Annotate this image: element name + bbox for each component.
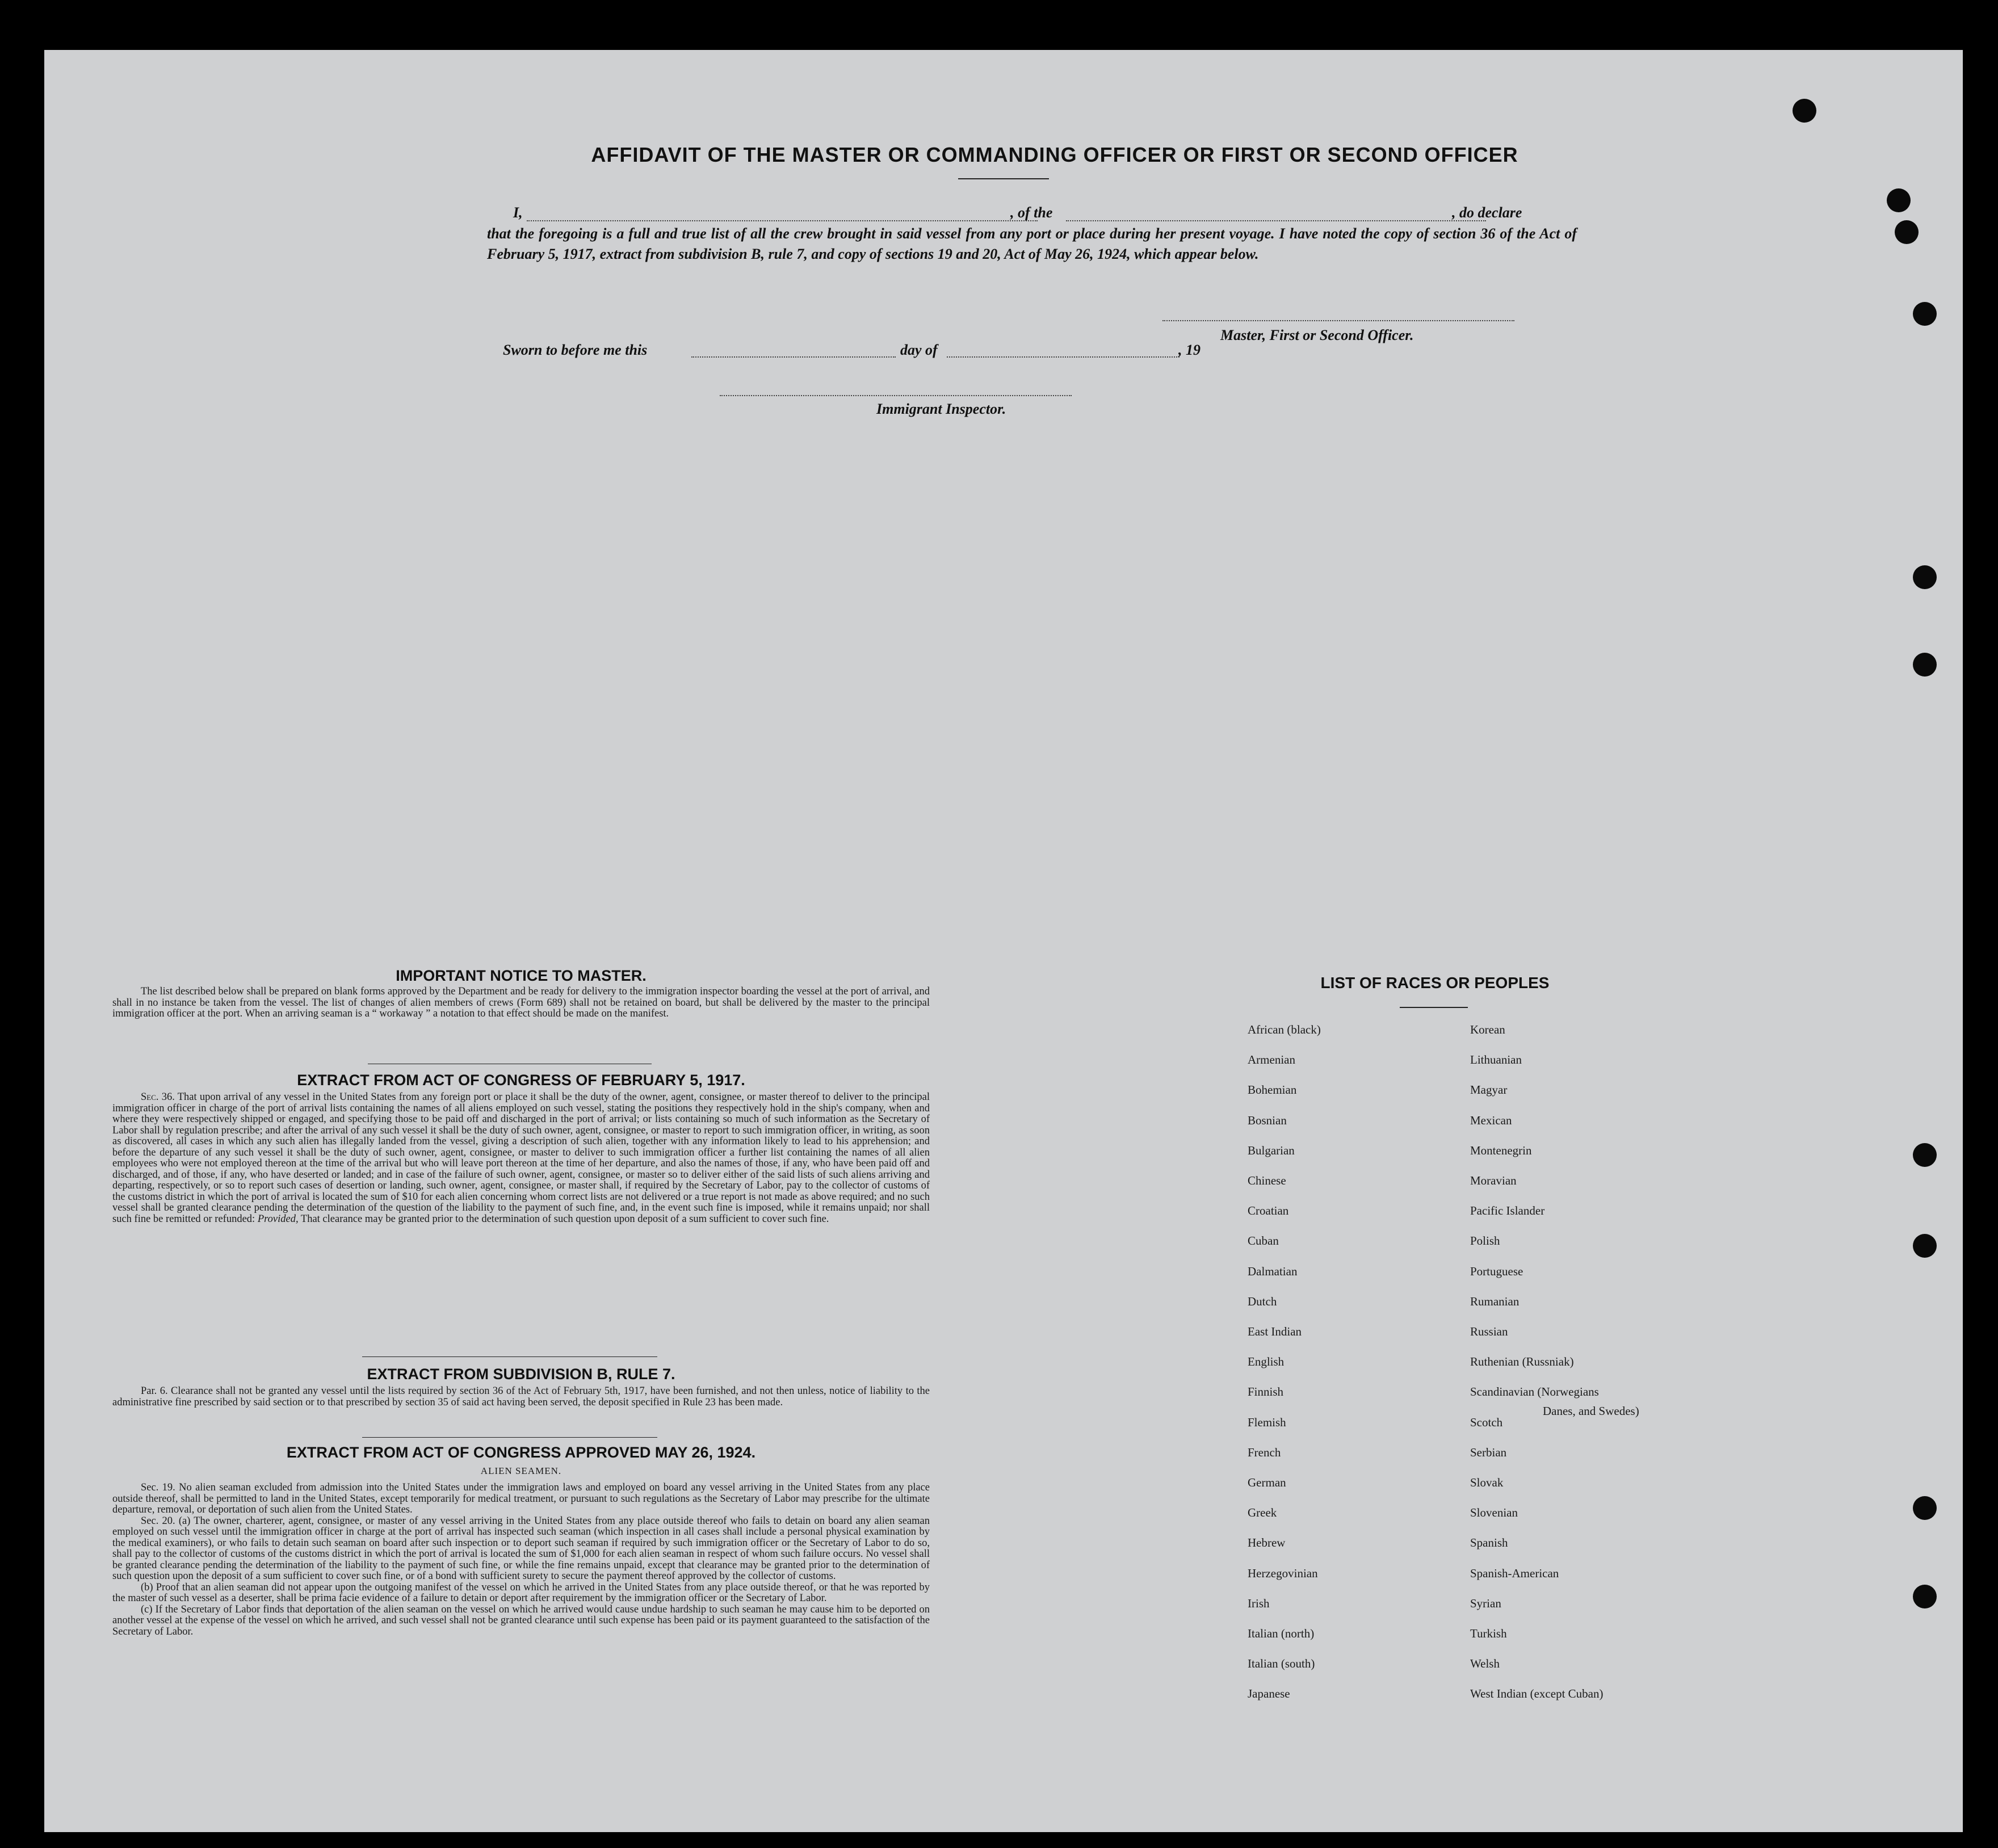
race-item: Pacific Islander (1470, 1204, 1545, 1218)
race-item: Dalmatian (1248, 1264, 1298, 1278)
race-item: African (black) (1248, 1023, 1321, 1036)
race-item: Mexican (1470, 1113, 1512, 1127)
race-item: Syrian (1470, 1596, 1501, 1610)
race-item: Bohemian (1248, 1083, 1297, 1097)
sec-19-text: Sec. 19. No alien seaman excluded from admission into the United States under the immigration laws and employed on board any vessel arriving in the United States from any place outside thereof, shall be permitted to land in the United States, except temporarily for medical treatment, or pursuant to such regulations as the Secretary of Labor may prescribe for the ultimate departure, removal, or deportation of such alien from the United States. (112, 1482, 930, 1515)
title-divider (958, 178, 1049, 179)
race-item: Flemish (1248, 1415, 1286, 1429)
affidavit-title: AFFIDAVIT OF THE MASTER OR COMMANDING OFFICER OR FIRST OR SECOND OFFICER (591, 143, 1518, 166)
races-title-underline (1400, 1007, 1468, 1008)
section-divider (362, 1356, 657, 1357)
race-item: English (1248, 1355, 1285, 1369)
race-item: Bosnian (1248, 1113, 1287, 1127)
race-item: French (1248, 1445, 1281, 1459)
provided-word: Provided, (257, 1213, 299, 1225)
race-item: Scotch (1470, 1415, 1503, 1429)
sec-20b-text: (b) Proof that an alien seaman did not appear upon the outgoing manifest of the vessel on which he arrived in the United States from any place outside thereof, or that he was reported by the master of such vessel as a deserter, shall be prima facie evidence of a failure to detain or deport after requirement by the immigration officer or the Secretary of Labor. (112, 1581, 930, 1604)
race-item: Polish (1470, 1234, 1500, 1248)
race-item: Finnish (1248, 1385, 1284, 1399)
punch-hole (1913, 653, 1937, 677)
punch-hole (1913, 302, 1937, 326)
year-prefix: , 19 (1178, 342, 1201, 358)
race-item: Welsh (1470, 1657, 1500, 1671)
race-item: Cuban (1248, 1234, 1279, 1248)
race-item: Scandinavian (Norwegians (1470, 1385, 1599, 1399)
punch-hole (1913, 565, 1937, 589)
races-title: LIST OF RACES OR PEOPLES (1320, 974, 1550, 992)
race-item: West Indian (except Cuban) (1470, 1687, 1604, 1701)
punch-hole (1895, 220, 1919, 244)
race-item: Chinese (1248, 1174, 1286, 1187)
race-item: Italian (south) (1248, 1657, 1315, 1671)
race-item-scandinavian-cont: Danes, and Swedes) (1543, 1404, 1639, 1418)
race-item: Russian (1470, 1325, 1508, 1338)
race-item: Korean (1470, 1023, 1505, 1036)
race-item: Serbian (1470, 1445, 1507, 1459)
day-of-label: day of (900, 342, 938, 358)
race-item: Slovenian (1470, 1506, 1518, 1520)
race-item: Turkish (1470, 1627, 1507, 1640)
punch-hole (1887, 188, 1911, 212)
inspector-label: Immigrant Inspector. (876, 401, 1006, 417)
race-item: Portuguese (1470, 1264, 1523, 1278)
notice-text: The list described below shall be prepared on blank forms approved by the Department and be ready for delivery to the immigration inspector boarding the vessel at the port of arrival, and shall in no instance be taken from the vessel. The list of changes of alien members of crews (Form 689) shall not be retained on board, but shall be delivered by the master to the principal immigration officer at the port. When an arriving seaman is a “ workaway ” a notation to that effect should be made on the manifest. (112, 986, 930, 1019)
extract-1917-title: EXTRACT FROM ACT OF CONGRESS OF FEBRUARY 5, 1917. (297, 1072, 745, 1089)
race-item: Moravian (1470, 1174, 1517, 1187)
race-item: Croatian (1248, 1204, 1289, 1218)
rule-7-title: EXTRACT FROM SUBDIVISION B, RULE 7. (367, 1366, 675, 1383)
race-item: Dutch (1248, 1294, 1277, 1308)
race-item: Italian (north) (1248, 1627, 1315, 1640)
declarant-name-field[interactable] (527, 220, 1038, 221)
sworn-day-field[interactable] (691, 356, 896, 358)
form-sheet (44, 50, 1963, 1832)
inspector-signature-field[interactable] (720, 395, 1072, 396)
race-item: Greek (1248, 1506, 1277, 1520)
race-item: Rumanian (1470, 1294, 1520, 1308)
vessel-name-field[interactable] (1066, 220, 1486, 221)
sec-20c-text: (c) If the Secretary of Labor finds that deportation of the alien seaman on the vessel on which he arrived would cause undue hardship to such seaman he may cause him to be deported on another vessel at the expense of the vessel on which he arrived, and such vessel shall not be granted clearance until such expense has been paid or its payment guaranteed to the satisfaction of the Secretary of Labor. (112, 1603, 930, 1637)
section-divider (362, 1437, 657, 1438)
race-item: Ruthenian (Russniak) (1470, 1355, 1574, 1369)
sec-36-text-end: That clearance may be granted prior to the determination of such question upon deposit of a sum sufficient to cover such fine. (300, 1213, 829, 1225)
race-item: Spanish-American (1470, 1566, 1559, 1580)
race-item: East Indian (1248, 1325, 1302, 1338)
master-signature-field[interactable] (1162, 320, 1514, 321)
sworn-month-field[interactable] (947, 356, 1180, 358)
sec-36-text: That upon arrival of any vessel in the United States from any foreign port or place it shall be the duty of the owner, agent, consignee, or master thereof to deliver to the principal immigration officer in charge of the port of arrival lists containing the names of all aliens employed on such vessel, stating the positions they respectively hold in the ship's company, when and where they were respectively shipped or engaged, and specifying those to be paid off and discharged in the port of arrival; or lists containing so much of such information as the Secretary of Labor shall by regulation prescribe; and after the arrival of any such vessel it shall be the duty of such owner, agent, consignee, or master to report to such immigration officer, in writing, as soon as discovered, all cases in which any such alien has illegally landed from the vessel, giving a description of such alien, together with any information likely to lead to his apprehension; and before the departure of any such vessel it shall be the duty of such owner, agent, consignee, or master to deliver to such immigration officer a further list containing the names of all alien employees who were not employed thereon at the time of the arrival but who will leave port thereon at the time of her departure, and also the names of those, if any, who have been paid off and discharged, and of those, if any, who have deserted or landed; and in case of the failure of such owner, agent, consignee, or master so to deliver either of the said lists of such aliens arriving and departing, respectively, or so to report such cases of desertion or landing, such owner, agent, consignee, or master shall, if required by the Secretary of Labor, pay to the collector of customs of the customs district in which the port of arrival is located the sum of $10 for each alien concerning whom correct lists are not delivered or a true report is not made as above required; and no such vessel shall be granted clearance pending the determination of the question of the liability to the payment of such fine, and, in the event such fine is imposed, while it remains unpaid; nor shall such fine be remitted or refunded: (112, 1091, 930, 1225)
race-item: Bulgarian (1248, 1143, 1295, 1157)
punch-hole (1913, 1585, 1937, 1608)
affidavit-statement: that the foregoing is a full and true list of all the crew brought in said vessel from any port or place during her present voyage. I have noted the copy of section 36 of the Act of February 5, 1917, extract from subdivision B, rule 7, and copy of sections 19 and 20, Act of May 26, 1924, which appear below. (487, 225, 1577, 262)
extract-1917-body (112, 1092, 930, 1225)
race-item: Magyar (1470, 1083, 1508, 1097)
declarant-prefix: I, (513, 204, 523, 221)
punch-hole (1913, 1143, 1937, 1167)
sworn-label: Sworn to before me this (503, 342, 648, 358)
notice-body (112, 986, 930, 1020)
notice-title: IMPORTANT NOTICE TO MASTER. (396, 967, 647, 984)
sec-36-label: Sec. 36. (141, 1091, 175, 1103)
race-item: Spanish (1470, 1536, 1508, 1550)
punch-hole (1793, 99, 1816, 123)
race-item: German (1248, 1476, 1286, 1489)
sec-20a-text: Sec. 20. (a) The owner, charterer, agent, consignee, or master of any vessel arriving in the United States from any place outside thereof who fails to detain on board any alien seaman employed on such vessel until the immigration officer in charge at the port of arrival has inspected such seaman (which inspection in all cases shall include a personal physical examination by the medical examiners), or who fails to detain such seaman on board after such inspection or to deport such seaman if required by such immigration officer or the Secretary of Labor to do so, shall pay to the collector of customs of the customs district in which the port of arrival is located the sum of $1,000 for each alien seaman in respect of whom such failure occurs. No vessel shall be granted clearance pending the determination of the liability to the payment of such fine, or while the fine remains unpaid, except that clearance may be granted prior to the determination of such question upon the deposit of a sum sufficient to cover such fine, or of a bond with sufficient surety to secure the payment thereof approved by the collector of customs. (112, 1515, 930, 1582)
punch-hole (1913, 1496, 1937, 1520)
punch-hole (1913, 1234, 1937, 1258)
extract-1924-body (112, 1482, 930, 1637)
rule-7-text: Par. 6. Clearance shall not be granted any vessel until the lists required by section 36 of the Act of February 5th, 1917, have been furnished, and not then unless, notice of liability to the administrative fine prescribed by said section or to that prescribed by section 35 of said act having been served, the deposit specified in Rule 23 has been made. (112, 1385, 930, 1408)
race-item: Montenegrin (1470, 1143, 1532, 1157)
race-item: Lithuanian (1470, 1053, 1522, 1067)
of-the-label: , of the (1010, 204, 1053, 221)
extract-1924-title: EXTRACT FROM ACT OF CONGRESS APPROVED MAY 26, 1924. (286, 1444, 756, 1461)
declare-label: , do declare (1452, 204, 1522, 221)
race-item: Armenian (1248, 1053, 1295, 1067)
race-item: Irish (1248, 1596, 1270, 1610)
race-item: Herzegovinian (1248, 1566, 1318, 1580)
alien-seamen-subtitle: ALIEN SEAMEN. (480, 1465, 562, 1476)
race-item: Slovak (1470, 1476, 1504, 1489)
rule-7-body (112, 1386, 930, 1408)
race-item: Japanese (1248, 1687, 1290, 1701)
master-label: Master, First or Second Officer. (1220, 327, 1414, 343)
race-item: Hebrew (1248, 1536, 1286, 1550)
